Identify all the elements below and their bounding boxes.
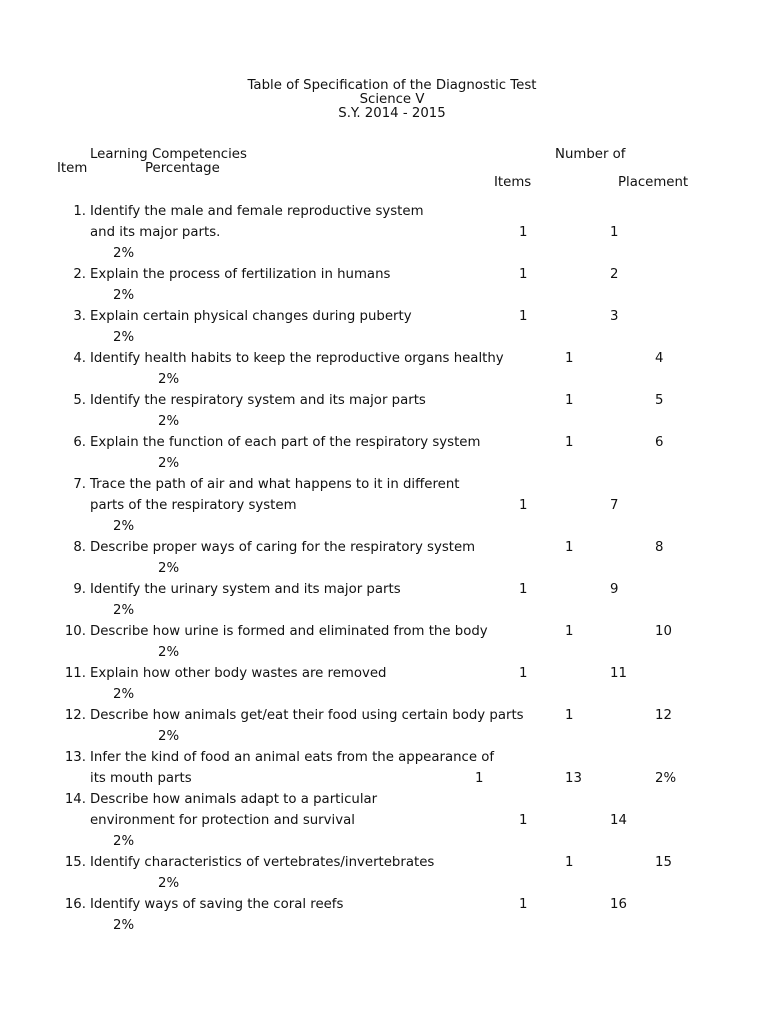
header-placement: Placement: [618, 175, 689, 190]
placement-number: 6: [655, 435, 664, 450]
competency-text: Describe how urine is formed and eliminated from the body: [90, 624, 488, 639]
items-count: 1: [519, 225, 528, 240]
items-count: 1: [519, 498, 528, 513]
placement-number: 2: [610, 267, 619, 282]
row-number: 14.: [64, 792, 86, 807]
competency-text: Trace the path of air and what happens to it in different: [90, 477, 460, 492]
competency-text: Identify characteristics of vertebrates/invertebrates: [90, 855, 435, 870]
competency-text: its mouth parts: [90, 771, 192, 786]
items-count: 1: [475, 771, 484, 786]
header-percentage: Percentage: [145, 161, 220, 176]
items-count: 1: [519, 267, 528, 282]
row-number: 13.: [64, 750, 86, 765]
items-count: 1: [519, 897, 528, 912]
percentage-value: 2%: [113, 834, 135, 849]
items-count: 1: [519, 813, 528, 828]
row-number: 4.: [73, 351, 86, 366]
placement-number: 10: [655, 624, 672, 639]
document-subject: Science V: [359, 92, 425, 107]
percentage-value: 2%: [113, 519, 135, 534]
competency-text: Explain the function of each part of the respiratory system: [90, 435, 481, 450]
competency-text: Infer the kind of food an animal eats from the appearance of: [90, 750, 495, 765]
placement-number: 5: [655, 393, 664, 408]
row-number: 5.: [73, 393, 86, 408]
percentage-value: 2%: [113, 246, 135, 261]
items-count: 1: [519, 309, 528, 324]
row-number: 2.: [73, 267, 86, 282]
items-count: 1: [565, 624, 574, 639]
competency-text: Explain the process of fertilization in humans: [90, 267, 391, 282]
percentage-value: 2%: [158, 456, 180, 471]
items-count: 1: [565, 540, 574, 555]
header-item: Item: [57, 161, 88, 176]
percentage-value: 2%: [158, 561, 180, 576]
row-number: 6.: [73, 435, 86, 450]
placement-number: 9: [610, 582, 619, 597]
header-number-of: Number of: [555, 147, 626, 162]
competency-text: Identify the respiratory system and its major parts: [90, 393, 426, 408]
competency-text: Describe how animals adapt to a particular: [90, 792, 378, 807]
competency-text: Describe how animals get/eat their food using certain body parts: [90, 708, 524, 723]
placement-number: 16: [610, 897, 627, 912]
competency-text: Explain how other body wastes are removed: [90, 666, 387, 681]
placement-number: 1: [610, 225, 619, 240]
items-count: 1: [565, 708, 574, 723]
percentage-value: 2%: [158, 876, 180, 891]
placement-number: 11: [610, 666, 627, 681]
row-number: 12.: [64, 708, 86, 723]
items-count: 1: [565, 855, 574, 870]
percentage-value: 2%: [158, 372, 180, 387]
row-number: 16.: [64, 897, 86, 912]
document-school-year: S.Y. 2014 - 2015: [338, 106, 446, 121]
percentage-value: 2%: [113, 603, 135, 618]
percentage-value: 2%: [158, 414, 180, 429]
percentage-value: 2%: [655, 771, 677, 786]
items-count: 1: [519, 666, 528, 681]
placement-number: 12: [655, 708, 672, 723]
percentage-value: 2%: [113, 330, 135, 345]
competency-text: parts of the respiratory system: [90, 498, 297, 513]
document-title: Table of Specification of the Diagnostic Test: [247, 78, 537, 93]
placement-number: 15: [655, 855, 672, 870]
items-count: 1: [565, 351, 574, 366]
placement-number: 4: [655, 351, 664, 366]
row-number: 11.: [64, 666, 86, 681]
items-count: 1: [565, 435, 574, 450]
placement-number: 7: [610, 498, 619, 513]
items-count: 1: [565, 393, 574, 408]
row-number: 10.: [64, 624, 86, 639]
header-learning-competencies: Learning Competencies: [90, 147, 247, 162]
competency-text: Describe proper ways of caring for the respiratory system: [90, 540, 476, 555]
header-items: Items: [494, 175, 532, 190]
percentage-value: 2%: [113, 687, 135, 702]
competency-text: Identify health habits to keep the reproductive organs healthy: [90, 351, 504, 366]
row-number: 15.: [64, 855, 86, 870]
row-number: 7.: [73, 477, 86, 492]
percentage-value: 2%: [113, 918, 135, 933]
competency-text: Identify the urinary system and its major parts: [90, 582, 401, 597]
competency-text: environment for protection and survival: [90, 813, 355, 828]
competency-text: Identify the male and female reproductive system: [90, 204, 424, 219]
placement-number: 8: [655, 540, 664, 555]
percentage-value: 2%: [158, 645, 180, 660]
placement-number: 13: [565, 771, 582, 786]
row-number: 8.: [73, 540, 86, 555]
row-number: 1.: [73, 204, 86, 219]
row-number: 9.: [73, 582, 86, 597]
competency-text: Explain certain physical changes during puberty: [90, 309, 412, 324]
competency-text: and its major parts.: [90, 225, 221, 240]
percentage-value: 2%: [113, 288, 135, 303]
competency-text: Identify ways of saving the coral reefs: [90, 897, 344, 912]
placement-number: 14: [610, 813, 627, 828]
percentage-value: 2%: [158, 729, 180, 744]
items-count: 1: [519, 582, 528, 597]
row-number: 3.: [73, 309, 86, 324]
placement-number: 3: [610, 309, 619, 324]
